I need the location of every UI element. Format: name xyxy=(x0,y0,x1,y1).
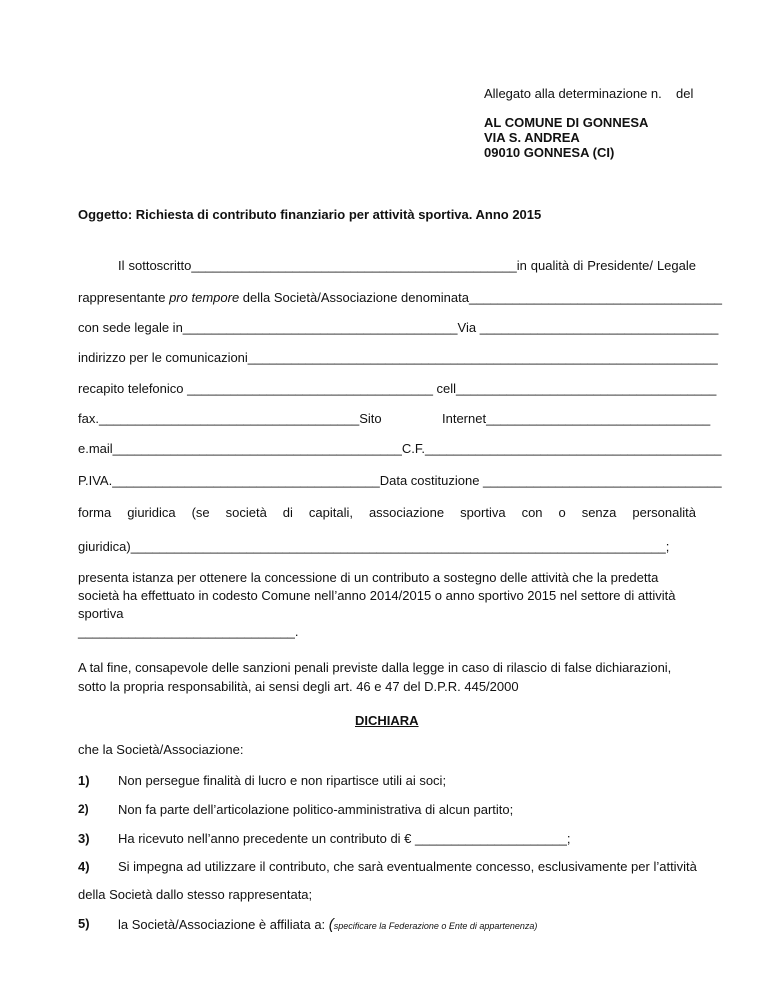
word: o xyxy=(558,505,566,520)
word: capitali, xyxy=(308,505,353,520)
dichiara-heading: DICHIARA xyxy=(355,713,419,728)
item-number: 4) xyxy=(78,859,90,874)
item-text: Si impegna ad utilizzare il contributo, che sarà eventualmente concesso, esclusivamente per l’attività xyxy=(118,859,697,874)
text: della Società/Associazione denominata___________________________________ xyxy=(239,290,723,305)
recipient-line-2: VIA S. ANDREA xyxy=(484,130,580,145)
affiliation-note: specificare la Federazione o Ente di appartenenza) xyxy=(333,921,538,931)
word: giuridica xyxy=(127,505,176,520)
intro-text: che la Società/Associazione: xyxy=(78,742,244,757)
item-number: 3) xyxy=(78,831,90,846)
allegato-label: Allegato alla determinazione n. xyxy=(484,86,662,101)
istanza-blank: ______________________________. xyxy=(78,624,299,639)
word: qualità xyxy=(530,258,570,273)
item-text: Ha ricevuto nell’anno precedente un contributo di € _____________________; xyxy=(118,831,571,846)
form-line-10: giuridica)__________________________________________________________________________; xyxy=(78,539,670,554)
form-line-5: recapito telefonico __________________________________ cell____________________________________ xyxy=(78,381,717,396)
internet: Internet_______________________________ xyxy=(442,411,711,426)
form-line-1 xyxy=(118,258,696,273)
word: (se xyxy=(191,505,210,520)
istanza-paragraph xyxy=(78,569,696,641)
word: Legale xyxy=(656,258,696,273)
word: forma xyxy=(78,505,112,520)
fax-sito: fax.____________________________________Sito xyxy=(78,411,382,426)
word: con xyxy=(521,505,543,520)
affiliata-text: la Società/Associazione è affiliata a: xyxy=(118,917,329,932)
word: di xyxy=(573,258,584,273)
form-line-3: con sede legale in______________________________________Via _________________________________ xyxy=(78,320,719,335)
form-line-2 xyxy=(78,290,723,305)
word: Il xyxy=(118,258,125,273)
form-line-8: P.IVA._____________________________________Data costituzione _________________________________ xyxy=(78,473,722,488)
word: Presidente/ xyxy=(587,258,653,273)
recipient-line-3: 09010 GONNESA (CI) xyxy=(484,145,615,160)
word: società xyxy=(225,505,267,520)
item-number: 2) xyxy=(78,802,89,816)
word: di xyxy=(282,505,293,520)
del-label: del xyxy=(676,86,694,101)
form-line-9 xyxy=(78,505,696,520)
word: sportiva xyxy=(460,505,506,520)
text: rappresentante xyxy=(78,290,170,305)
paren: ( xyxy=(328,916,334,933)
word: associazione xyxy=(368,505,445,520)
word: senza xyxy=(581,505,617,520)
istanza-text: presenta istanza per ottenere la concessione di un contributo a sostegno delle attività che la predetta società ha effettuato in codesto Comune nell’anno 2014/2015 o anno sportivo 2015 nel settore di attività sportiva xyxy=(78,570,676,621)
form-line-7: e.mail________________________________________C.F._________________________________________ xyxy=(78,441,722,456)
form-line-4: indirizzo per le comunicazioni_________________________________________________________________ xyxy=(78,350,718,365)
item-number: 5) xyxy=(78,916,90,931)
premessa-paragraph: A tal fine, consapevole delle sanzioni penali previste dalla legge in caso di rilascio di false dichiarazioni, sotto la propria responsabilità, ai sensi degli art. 46 e 47 del D.P.R. 445/2000 xyxy=(78,660,672,694)
item-4-continuation: della Società dallo stesso rappresentata; xyxy=(78,887,313,902)
item-text: Non fa parte dell’articolazione politico-amministrativa di alcun partito; xyxy=(118,802,514,817)
item-text: Non persegue finalità di lucro e non ripartisce utili ai soci; xyxy=(118,773,447,788)
word: sottoscritto_____________________________________________in xyxy=(128,258,527,273)
item-number: 1) xyxy=(78,773,90,788)
recipient-line-1: AL COMUNE DI GONNESA xyxy=(484,115,649,130)
subject: Oggetto: Richiesta di contributo finanziario per attività sportiva. Anno 2015 xyxy=(78,207,542,222)
form-line-6 xyxy=(78,411,711,426)
text-italic: pro tempore xyxy=(169,290,240,305)
word: personalità xyxy=(632,505,696,520)
item-text xyxy=(118,916,537,933)
